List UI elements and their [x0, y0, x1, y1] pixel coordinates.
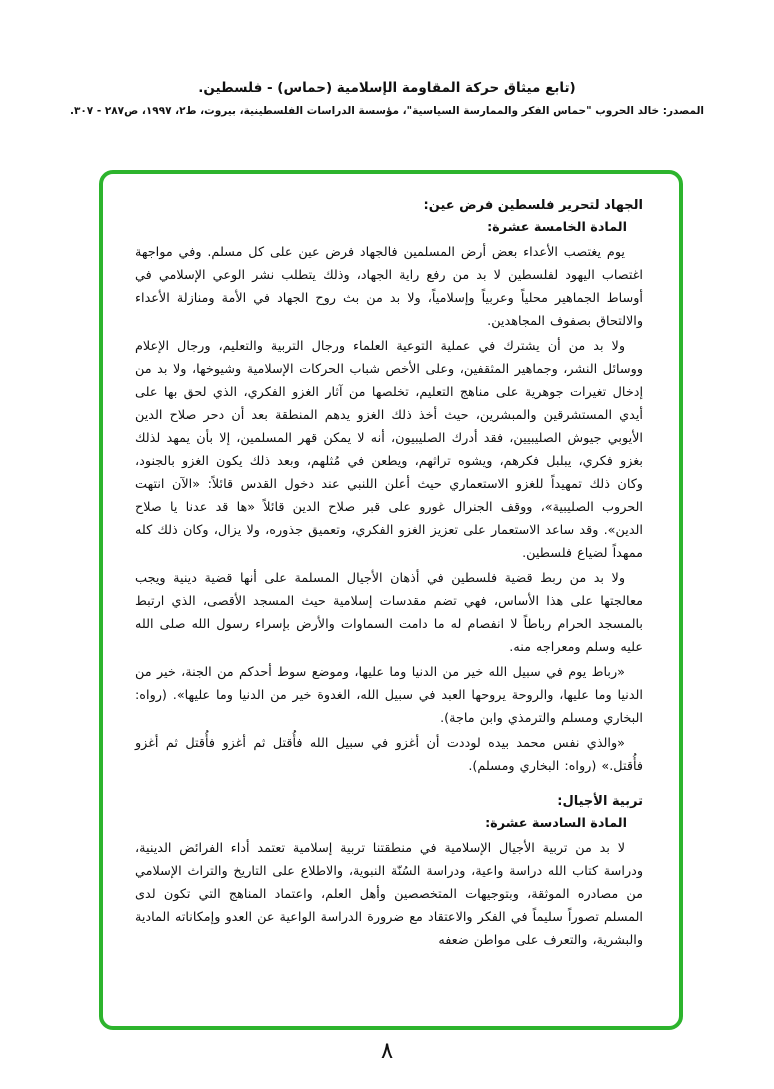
section-heading-jihad: الجهاد لتحرير فلسطين فرض عين:: [423, 198, 643, 213]
section-jihad: [135, 198, 643, 778]
document-header: [0, 80, 774, 117]
hadith-quote-paragraph: «رباط يوم في سبيل الله خير من الدنيا وما عليها، وموضع سوط أحدكم من الجنة، خير من الدنيا وما عليها، والروحة يروحها العبد في سبيل الله، الغدوة خير من الدنيا وما عليها». (رواه: البخاري ومسلم والترمذي وابن ماجة).: [135, 665, 643, 726]
hadith-quote-paragraph: «والذي نفس محمد بيده لوددت أن أغزو في سبيل الله فأُقتل ثم أغزو فأُقتل ثم أغزو فأُقتل.» (رواه: البخاري ومسلم).: [135, 736, 643, 774]
source-citation: المصدر: خالد الحروب "حماس الفكر والممارسة السياسية"، مؤسسة الدراسات الفلسطينية، بيروت، ط٢، ١٩٩٧، ص٢٨٧ - ٣٠٧.: [69, 105, 705, 117]
paragraph: ولا بد من أن يشترك في عملية التوعية العلماء ورجال التربية والتعليم، ورجال الإعلام ووسائل النشر، وجماهير المثقفين، وعلى الأخص شباب الحركات الإسلامية وشيوخها، ولا بد من إدخال تغيرات جوهرية على مناهج التعليم، تخلصها من آثار الغزو الفكري، الذي لحق بها على أيدي المستشرقين والمبشرين، حيث أخذ ذلك الغزو يدهم المنطقة بعد أن دحر صلاح الدين الأيوبي جيوش الصليبيين، فقد أدرك الصليبيون، أنه لا يمكن قهر المسلمين، إلا بأن يمهد لذلك بغزو فكري، يبلبل فكرهم، ويشوه تراثهم، ويطعن في مُثلهم، وبعد ذلك يكون الغزو بالجنود، وكان ذلك تمهيداً للغزو الاستعماري حيث أعلن اللنبي عند دخول القدس قائلاً: «الآن انتهت الحروب الصليبية»، ووقف الجنرال غورو على قبر صلاح الدين قائلاً «ها قد عدنا يا صلاح الدين». وقد ساعد الاستعمار على تعزيز الغزو الفكري، وتعميق جذوره، ولا يزال، وكان ذلك كله ممهداً لضياع فلسطين.: [135, 339, 643, 561]
green-content-frame: [99, 170, 683, 1030]
paragraph: لا بد من تربية الأجيال الإسلامية في منطقتنا تربية إسلامية تعتمد أداء الفرائض الدينية، ودراسة كتاب الله دراسة واعية، ودراسة السُنّة النبوية، والاطلاع على التاريخ والتراث الإسلامي من مصادره الموثقة، وبتوجيهات المتخصصين وأهل العلم، واعتماد المناهج التي تكون لدى المسلم تصوراً سليماً في الفكر والاعتقاد مع ضرورة الدراسة الواعية عن العدو وإمكاناته المادية والبشرية، والتعرف على مواطن ضعفه: [135, 841, 643, 948]
paragraph: ولا بد من ربط قضية فلسطين في أذهان الأجيال المسلمة على أنها قضية دينية ويجب معالجتها على هذا الأساس، فهي تضم مقدسات إسلامية حيث المسجد الأقصى، الذي ارتبط بالمسجد الحرام رباطاً لا انفصام له ما دامت السماوات والأرض بإسراء رسول الله صلى الله عليه وسلم ومعراجه منه.: [135, 571, 643, 655]
page-title: (تابع ميثاق حركة المقاومة الإسلامية (حماس) - فلسطين.: [198, 80, 576, 96]
article-15-heading: المادة الخامسة عشرة:: [487, 220, 627, 235]
article-16-heading: المادة السادسة عشرة:: [485, 816, 627, 831]
section-education: [135, 794, 643, 952]
page-number: ٨: [380, 1038, 394, 1064]
paragraph: يوم يغتصب الأعداء بعض أرض المسلمين فالجهاد فرض عين على كل مسلم. وفي مواجهة اغتصاب اليهود لفلسطين لا بد من رفع راية الجهاد، وذلك يتطلب نشر الوعي الإسلامي في أوساط الجماهير محلياً وعربياً وإسلامياً، ولا بد من بث روح الجهاد في الأمة ومنازلة الأعداء والالتحاق بصفوف المجاهدين.: [135, 245, 643, 329]
section-heading-education: تربية الأجيال:: [557, 794, 643, 809]
